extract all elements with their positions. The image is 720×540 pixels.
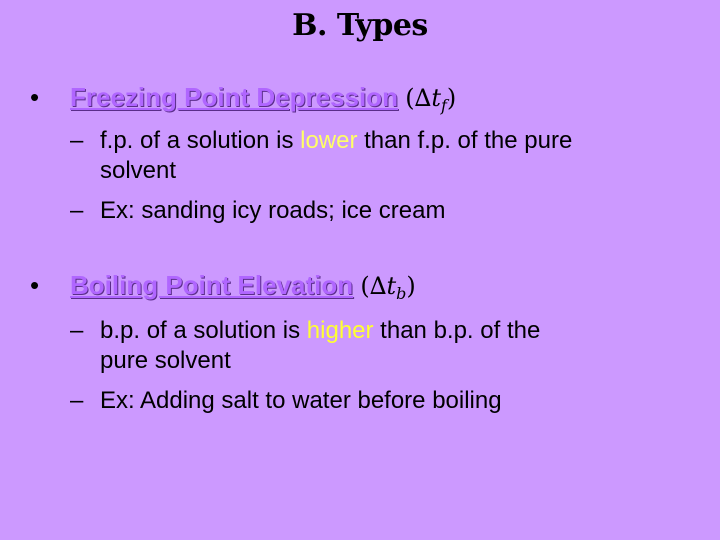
delta-symbol <box>405 84 457 115</box>
term-boiling-point-elevation: Boiling Point Elevation <box>70 270 354 300</box>
highlight-higher: higher <box>306 317 374 344</box>
bullet-icon: • <box>30 270 40 300</box>
sub-text: Ex: sanding icy roads; ice cream <box>100 197 446 224</box>
symbol-sub: f <box>440 96 447 115</box>
sub-text-continuation: pure solvent <box>100 347 231 374</box>
slide-title: B. Types <box>292 8 428 43</box>
sub-point-bp-example <box>70 386 502 416</box>
term-freezing-point-depression: Freezing Point Depression <box>70 82 398 112</box>
sub-text: b.p. of a solution is <box>100 317 307 344</box>
bullet-icon: • <box>30 82 40 112</box>
bullet-boiling-point <box>30 270 416 303</box>
symbol-sub: b <box>396 284 407 303</box>
sub-text: than b.p. of the <box>373 317 541 344</box>
sub-text: than f.p. of the pure <box>357 127 573 154</box>
sub-text: f.p. of a solution is <box>100 127 301 154</box>
sub-point-bp-definition <box>70 316 540 376</box>
symbol-var: t <box>431 84 441 112</box>
symbol-suffix: ) <box>406 272 416 300</box>
dash-icon: – <box>70 127 84 154</box>
dash-icon: – <box>70 197 84 224</box>
dash-icon: – <box>70 387 84 414</box>
symbol-prefix: (∆ <box>405 84 432 112</box>
sub-text: Ex: Adding salt to water before boiling <box>100 387 502 414</box>
bullet-freezing-point <box>30 82 456 115</box>
symbol-prefix: (∆ <box>360 272 387 300</box>
sub-point-fp-example <box>70 196 445 226</box>
highlight-lower: lower <box>300 127 358 154</box>
delta-symbol <box>360 272 416 303</box>
sub-text-continuation: solvent <box>100 157 177 184</box>
symbol-var: t <box>386 272 397 300</box>
symbol-suffix: ) <box>446 84 457 112</box>
sub-point-fp-definition <box>70 126 572 186</box>
dash-icon: – <box>70 317 84 344</box>
